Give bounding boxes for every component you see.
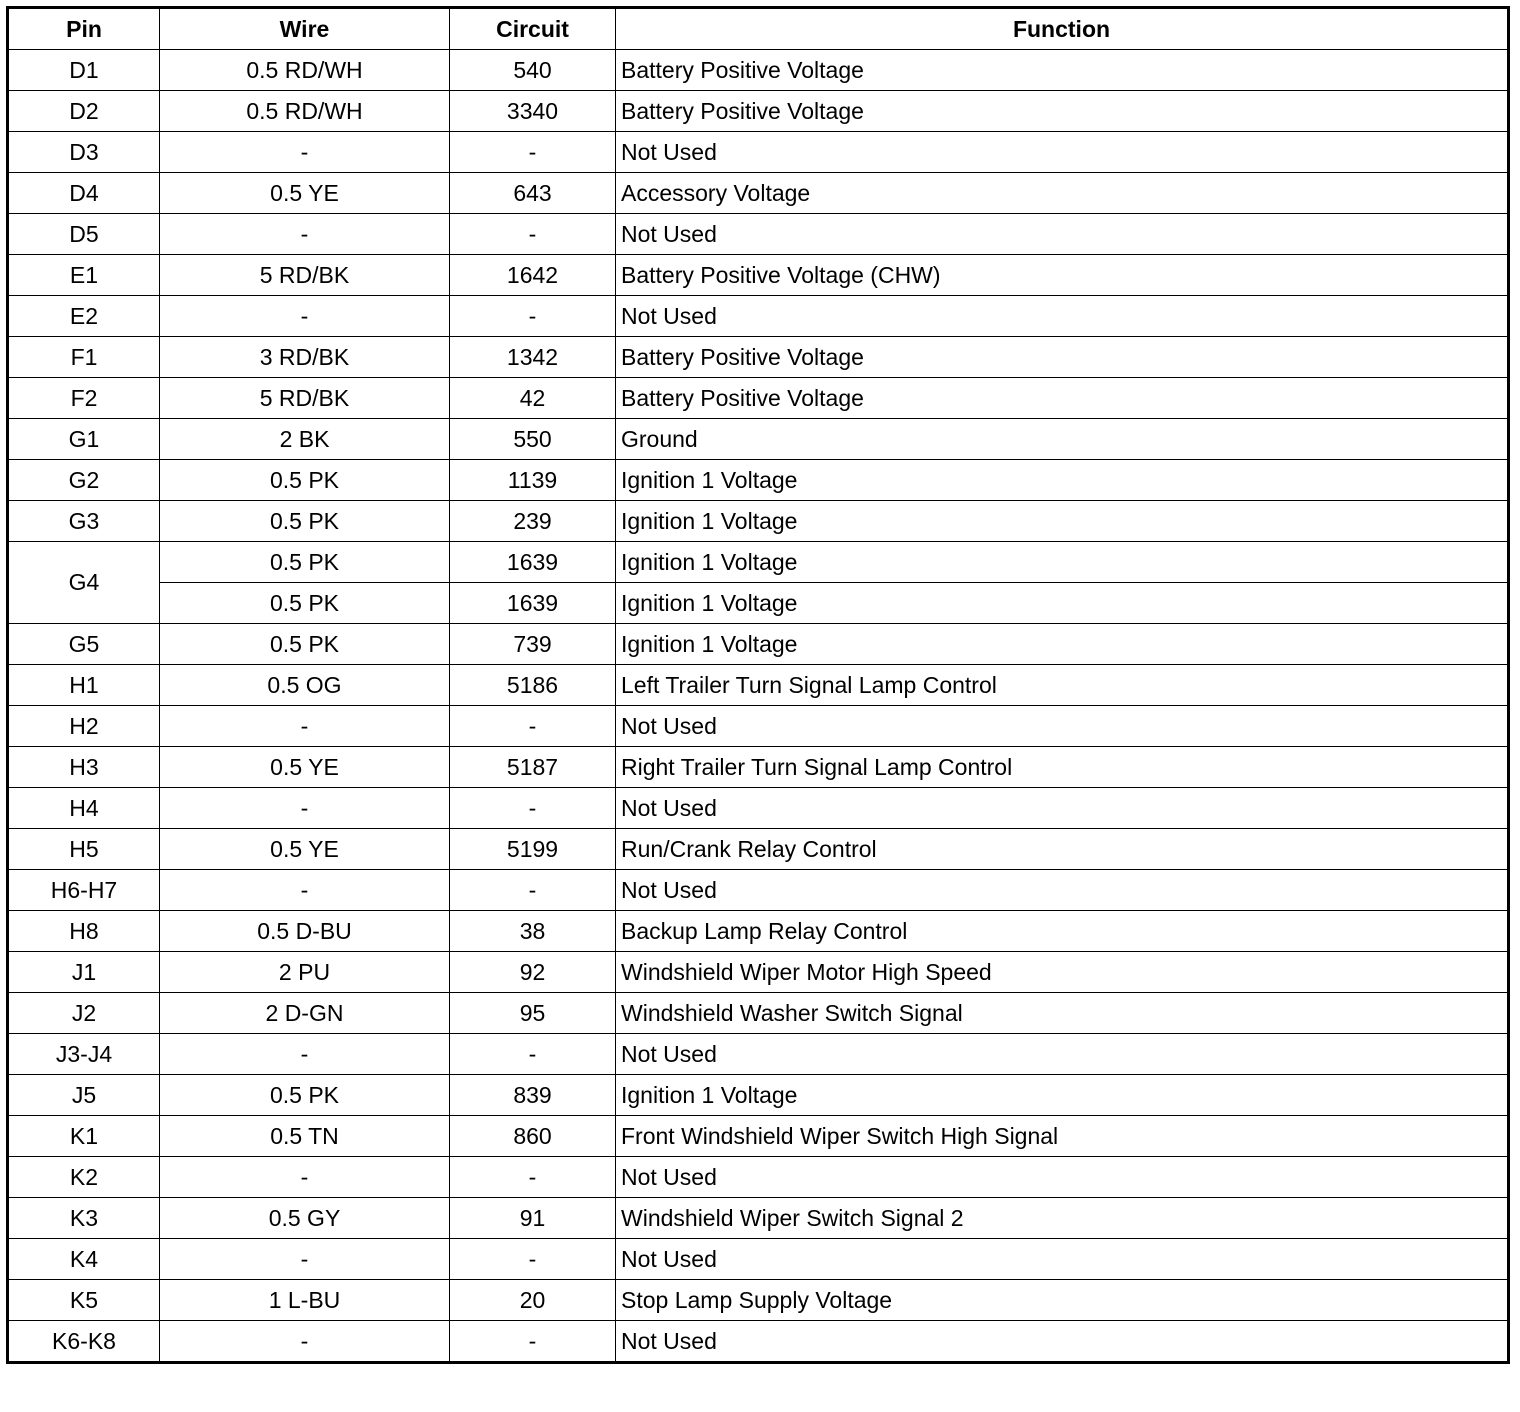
cell-wire: 0.5 PK xyxy=(160,583,450,624)
table-row xyxy=(8,214,1509,255)
cell-circuit: 1639 xyxy=(450,542,616,583)
cell-circuit: 839 xyxy=(450,1075,616,1116)
cell-pin: G1 xyxy=(8,419,160,460)
header-wire: Wire xyxy=(160,8,450,50)
cell-pin: F2 xyxy=(8,378,160,419)
cell-wire: 0.5 OG xyxy=(160,665,450,706)
table-row xyxy=(8,747,1509,788)
cell-circuit: - xyxy=(450,1157,616,1198)
cell-circuit: 92 xyxy=(450,952,616,993)
cell-wire: 0.5 D-BU xyxy=(160,911,450,952)
cell-circuit: 540 xyxy=(450,50,616,91)
cell-wire: - xyxy=(160,788,450,829)
cell-wire: 5 RD/BK xyxy=(160,255,450,296)
cell-circuit: 3340 xyxy=(450,91,616,132)
cell-wire: - xyxy=(160,1034,450,1075)
cell-function: Not Used xyxy=(616,1157,1509,1198)
table-row xyxy=(8,1321,1509,1363)
cell-circuit: - xyxy=(450,706,616,747)
cell-pin: J2 xyxy=(8,993,160,1034)
cell-wire: 0.5 YE xyxy=(160,829,450,870)
table-row xyxy=(8,1239,1509,1280)
cell-pin: D5 xyxy=(8,214,160,255)
cell-wire: 2 BK xyxy=(160,419,450,460)
cell-pin: K2 xyxy=(8,1157,160,1198)
table-row xyxy=(8,870,1509,911)
cell-wire: 2 PU xyxy=(160,952,450,993)
cell-function: Not Used xyxy=(616,132,1509,173)
cell-wire: 0.5 YE xyxy=(160,747,450,788)
cell-wire: 5 RD/BK xyxy=(160,378,450,419)
table-row xyxy=(8,829,1509,870)
cell-function: Battery Positive Voltage (CHW) xyxy=(616,255,1509,296)
table-row xyxy=(8,132,1509,173)
table-row xyxy=(8,460,1509,501)
cell-pin: H1 xyxy=(8,665,160,706)
cell-circuit: 1639 xyxy=(450,583,616,624)
cell-pin: H2 xyxy=(8,706,160,747)
cell-circuit: 860 xyxy=(450,1116,616,1157)
cell-circuit: 643 xyxy=(450,173,616,214)
cell-function: Not Used xyxy=(616,214,1509,255)
cell-pin: G3 xyxy=(8,501,160,542)
cell-function: Not Used xyxy=(616,296,1509,337)
cell-wire: - xyxy=(160,296,450,337)
cell-pin: J3-J4 xyxy=(8,1034,160,1075)
cell-function: Backup Lamp Relay Control xyxy=(616,911,1509,952)
connector-pinout-table xyxy=(6,6,1510,1364)
cell-function: Ground xyxy=(616,419,1509,460)
cell-function: Windshield Wiper Switch Signal 2 xyxy=(616,1198,1509,1239)
cell-function: Not Used xyxy=(616,788,1509,829)
cell-function: Right Trailer Turn Signal Lamp Control xyxy=(616,747,1509,788)
cell-wire: 0.5 PK xyxy=(160,501,450,542)
table-row xyxy=(8,337,1509,378)
cell-pin: H3 xyxy=(8,747,160,788)
cell-wire: - xyxy=(160,1321,450,1363)
cell-pin: E2 xyxy=(8,296,160,337)
cell-circuit: 5187 xyxy=(450,747,616,788)
cell-wire: 3 RD/BK xyxy=(160,337,450,378)
cell-circuit: 5186 xyxy=(450,665,616,706)
cell-wire: 0.5 GY xyxy=(160,1198,450,1239)
header-row xyxy=(8,8,1509,50)
cell-circuit: 5199 xyxy=(450,829,616,870)
cell-function: Not Used xyxy=(616,1239,1509,1280)
cell-circuit: 38 xyxy=(450,911,616,952)
table-row xyxy=(8,624,1509,665)
cell-pin: D2 xyxy=(8,91,160,132)
table-row xyxy=(8,952,1509,993)
cell-circuit: 739 xyxy=(450,624,616,665)
cell-circuit: 1342 xyxy=(450,337,616,378)
cell-wire: 1 L-BU xyxy=(160,1280,450,1321)
cell-function: Ignition 1 Voltage xyxy=(616,460,1509,501)
cell-function: Battery Positive Voltage xyxy=(616,378,1509,419)
cell-function: Battery Positive Voltage xyxy=(616,91,1509,132)
cell-function: Run/Crank Relay Control xyxy=(616,829,1509,870)
cell-function: Accessory Voltage xyxy=(616,173,1509,214)
cell-circuit: - xyxy=(450,1034,616,1075)
cell-circuit: 20 xyxy=(450,1280,616,1321)
cell-wire: - xyxy=(160,214,450,255)
cell-circuit: - xyxy=(450,214,616,255)
cell-pin: G4 xyxy=(8,542,160,624)
cell-pin: H6-H7 xyxy=(8,870,160,911)
cell-function: Battery Positive Voltage xyxy=(616,337,1509,378)
cell-circuit: - xyxy=(450,788,616,829)
cell-wire: - xyxy=(160,1239,450,1280)
header-circuit: Circuit xyxy=(450,8,616,50)
cell-pin: J5 xyxy=(8,1075,160,1116)
table-row xyxy=(8,419,1509,460)
cell-pin: K5 xyxy=(8,1280,160,1321)
cell-wire: 0.5 YE xyxy=(160,173,450,214)
cell-function: Ignition 1 Voltage xyxy=(616,1075,1509,1116)
table-row xyxy=(8,296,1509,337)
cell-function: Not Used xyxy=(616,706,1509,747)
cell-pin: G5 xyxy=(8,624,160,665)
table-row xyxy=(8,1157,1509,1198)
table-body xyxy=(8,50,1509,1363)
header-function: Function xyxy=(616,8,1509,50)
cell-circuit: 42 xyxy=(450,378,616,419)
cell-wire: 0.5 PK xyxy=(160,1075,450,1116)
cell-wire: - xyxy=(160,706,450,747)
table-row xyxy=(8,91,1509,132)
cell-circuit: 91 xyxy=(450,1198,616,1239)
cell-pin: K4 xyxy=(8,1239,160,1280)
cell-pin: H8 xyxy=(8,911,160,952)
cell-wire: 0.5 TN xyxy=(160,1116,450,1157)
cell-circuit: 1139 xyxy=(450,460,616,501)
cell-wire: 0.5 PK xyxy=(160,542,450,583)
cell-circuit: 1642 xyxy=(450,255,616,296)
cell-circuit: - xyxy=(450,1239,616,1280)
cell-circuit: 239 xyxy=(450,501,616,542)
cell-pin: E1 xyxy=(8,255,160,296)
table-row xyxy=(8,1034,1509,1075)
cell-wire: - xyxy=(160,870,450,911)
cell-function: Stop Lamp Supply Voltage xyxy=(616,1280,1509,1321)
cell-pin: J1 xyxy=(8,952,160,993)
table-row xyxy=(8,911,1509,952)
table-row xyxy=(8,706,1509,747)
cell-wire: 0.5 PK xyxy=(160,460,450,501)
cell-function: Windshield Wiper Motor High Speed xyxy=(616,952,1509,993)
cell-circuit: 95 xyxy=(450,993,616,1034)
cell-wire: 0.5 RD/WH xyxy=(160,50,450,91)
table-row xyxy=(8,583,1509,624)
cell-pin: K1 xyxy=(8,1116,160,1157)
table-row xyxy=(8,501,1509,542)
table-row xyxy=(8,1198,1509,1239)
cell-function: Left Trailer Turn Signal Lamp Control xyxy=(616,665,1509,706)
cell-wire: - xyxy=(160,132,450,173)
cell-function: Ignition 1 Voltage xyxy=(616,501,1509,542)
cell-function: Ignition 1 Voltage xyxy=(616,542,1509,583)
table-row xyxy=(8,665,1509,706)
table-row xyxy=(8,1075,1509,1116)
table-row xyxy=(8,1280,1509,1321)
cell-wire: 2 D-GN xyxy=(160,993,450,1034)
table-row xyxy=(8,788,1509,829)
cell-function: Windshield Washer Switch Signal xyxy=(616,993,1509,1034)
cell-pin: K6-K8 xyxy=(8,1321,160,1363)
table-row xyxy=(8,378,1509,419)
cell-function: Battery Positive Voltage xyxy=(616,50,1509,91)
cell-circuit: - xyxy=(450,870,616,911)
cell-pin: D4 xyxy=(8,173,160,214)
cell-pin: F1 xyxy=(8,337,160,378)
table-row xyxy=(8,1116,1509,1157)
cell-pin: H5 xyxy=(8,829,160,870)
cell-pin: G2 xyxy=(8,460,160,501)
cell-circuit: - xyxy=(450,1321,616,1363)
table-row xyxy=(8,173,1509,214)
cell-circuit: - xyxy=(450,296,616,337)
cell-pin: H4 xyxy=(8,788,160,829)
cell-function: Not Used xyxy=(616,1034,1509,1075)
cell-wire: 0.5 RD/WH xyxy=(160,91,450,132)
cell-wire: - xyxy=(160,1157,450,1198)
table-row xyxy=(8,542,1509,583)
cell-function: Not Used xyxy=(616,870,1509,911)
cell-wire: 0.5 PK xyxy=(160,624,450,665)
cell-function: Ignition 1 Voltage xyxy=(616,583,1509,624)
cell-circuit: 550 xyxy=(450,419,616,460)
header-pin: Pin xyxy=(8,8,160,50)
table-row xyxy=(8,255,1509,296)
cell-pin: D1 xyxy=(8,50,160,91)
cell-function: Not Used xyxy=(616,1321,1509,1363)
table-row xyxy=(8,993,1509,1034)
cell-pin: D3 xyxy=(8,132,160,173)
table-row xyxy=(8,50,1509,91)
cell-function: Front Windshield Wiper Switch High Signal xyxy=(616,1116,1509,1157)
cell-function: Ignition 1 Voltage xyxy=(616,624,1509,665)
cell-circuit: - xyxy=(450,132,616,173)
cell-pin: K3 xyxy=(8,1198,160,1239)
